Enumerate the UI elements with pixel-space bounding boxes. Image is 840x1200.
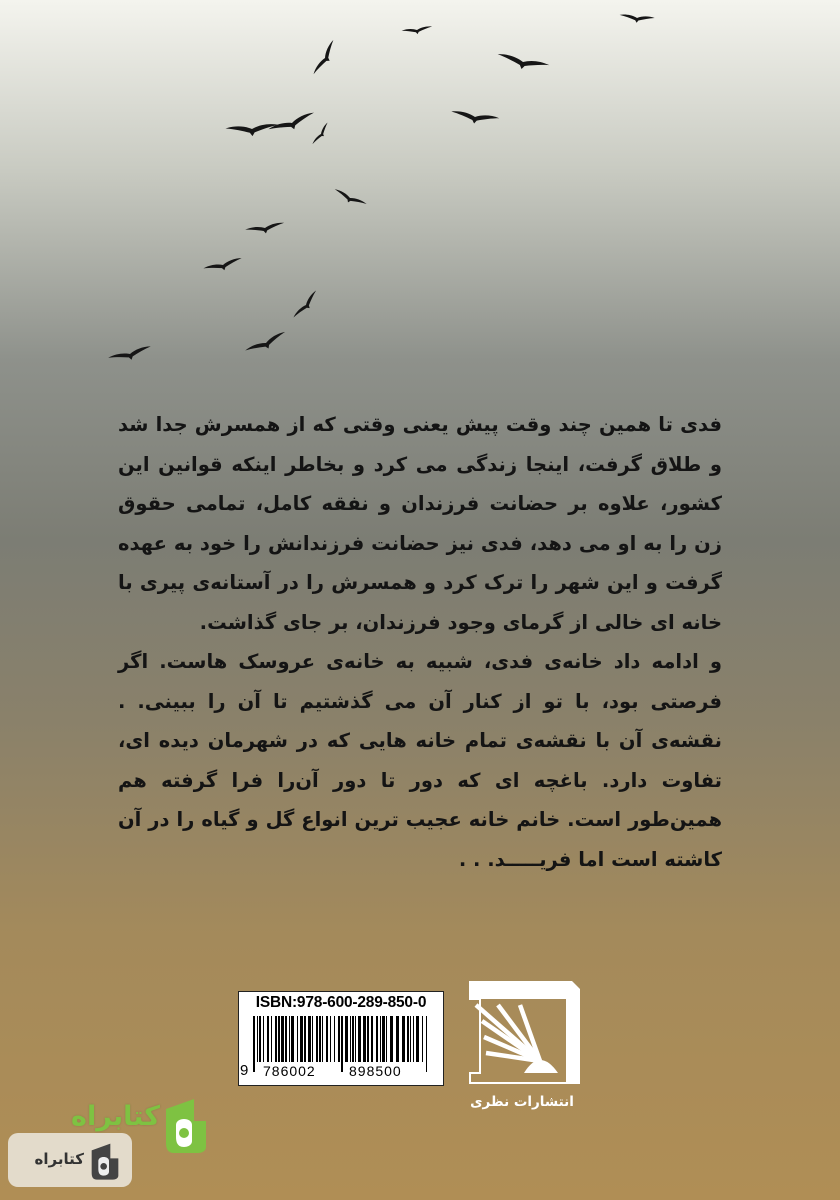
barcode-bar [330, 1016, 331, 1062]
ketabrah-logo-icon [88, 1141, 122, 1181]
barcode-bar [338, 1016, 340, 1062]
barcode-bar [371, 1016, 373, 1062]
barcode-bar [278, 1016, 280, 1062]
ketabrah-logo-icon [162, 1095, 210, 1155]
barcode-bar [267, 1016, 269, 1062]
isbn-digits-left: 786002 [263, 1063, 316, 1079]
barcode-bar [367, 1016, 369, 1062]
barcode-bar [257, 1016, 258, 1062]
brand-name-small: کتابراه [34, 1150, 84, 1168]
barcode-bar [341, 1016, 343, 1072]
barcode-bar [352, 1016, 354, 1062]
barcode-bar [304, 1016, 306, 1062]
barcode-bar [263, 1016, 264, 1062]
barcode-bar [396, 1016, 399, 1062]
barcode-bar [390, 1016, 393, 1062]
barcode-bar [291, 1016, 294, 1062]
back-cover-paragraph: و ادامه داد خانه‌ی فدی، شبیه به خانه‌ی عروسک هاست. اگر فرصتی بود، با تو از کنار آن می گذشتیم تا آن را ببینی. . نقشه‌ی آن با نقشه‌ی تمام خانه هایی که در شهرمان دیده ای، تفاوت دارد. باغچه ای که دور تا دور آن‌را فرا گرفته هم همین‌طور است. خانم خانه عجیب ترین انواع گل و گیاه را در آن کاشته است اما فریـــــد. . . [118, 650, 722, 871]
barcode-bar [355, 1016, 356, 1062]
brand-watermark-small [8, 1133, 132, 1187]
barcode-bar [271, 1016, 272, 1062]
barcode-bar [300, 1016, 303, 1062]
back-cover-text [118, 405, 722, 879]
barcode-bar [345, 1016, 348, 1062]
barcode-bar [413, 1016, 414, 1062]
barcode-bar [275, 1016, 277, 1062]
isbn-barcode-box [238, 991, 444, 1086]
barcode-bar [363, 1016, 366, 1062]
barcode-bar [316, 1016, 318, 1062]
publisher-name: انتشارات نظری [470, 1094, 574, 1110]
barcode-bar [259, 1016, 261, 1062]
barcode-bar [308, 1016, 311, 1062]
barcode-bar [319, 1016, 321, 1062]
flying-birds-illustration [0, 0, 840, 380]
barcode-bar [407, 1016, 409, 1062]
barcode-bar [281, 1016, 284, 1062]
barcode-bar [326, 1016, 328, 1062]
barcode-bar [380, 1016, 381, 1062]
barcode-bar [382, 1016, 385, 1062]
barcode-bar [422, 1016, 423, 1062]
isbn-digits-right: 898500 [349, 1063, 402, 1079]
open-book-rays-logo [462, 977, 588, 1087]
brand-name: کتابراه [71, 1101, 160, 1132]
barcode-bar [289, 1016, 290, 1062]
barcode-bar [350, 1016, 351, 1062]
barcode-bar [426, 1016, 427, 1072]
barcode-bar [386, 1016, 387, 1062]
barcode-bar [334, 1016, 335, 1062]
barcode-bar [322, 1016, 323, 1062]
back-cover-paragraph: فدی تا همین چند وقت پیش یعنی وقتی که از همسرش جدا شد و طلاق گرفت، اینجا زندگی می کرد و بخاطر اینکه قوانین این کشور، علاوه بر حضانت فرزندان و نفقه کامل، تمامی حقوق زن را به او می دهد، فدی نیز حضانت فرزندانش را خود به عهده گرفت و این شهر را ترک کرد و همسرش را در آستانه‌ی پیری با خانه ای خالی از گرمای وجود فرزندان، بر جای گذاشت. [118, 413, 722, 634]
isbn-label: ISBN:978-600-289-850-0 [255, 994, 427, 1011]
barcode-bar [312, 1016, 313, 1062]
barcode-bar [358, 1016, 361, 1062]
isbn-digit-first: 9 [240, 1062, 249, 1079]
barcode-bar [297, 1016, 298, 1062]
barcode-bar [285, 1016, 287, 1062]
barcode-bar [253, 1016, 255, 1072]
barcode-bar [376, 1016, 378, 1062]
barcode-bar [402, 1016, 405, 1062]
barcode-bar [410, 1016, 411, 1062]
barcode-bar [416, 1016, 419, 1062]
